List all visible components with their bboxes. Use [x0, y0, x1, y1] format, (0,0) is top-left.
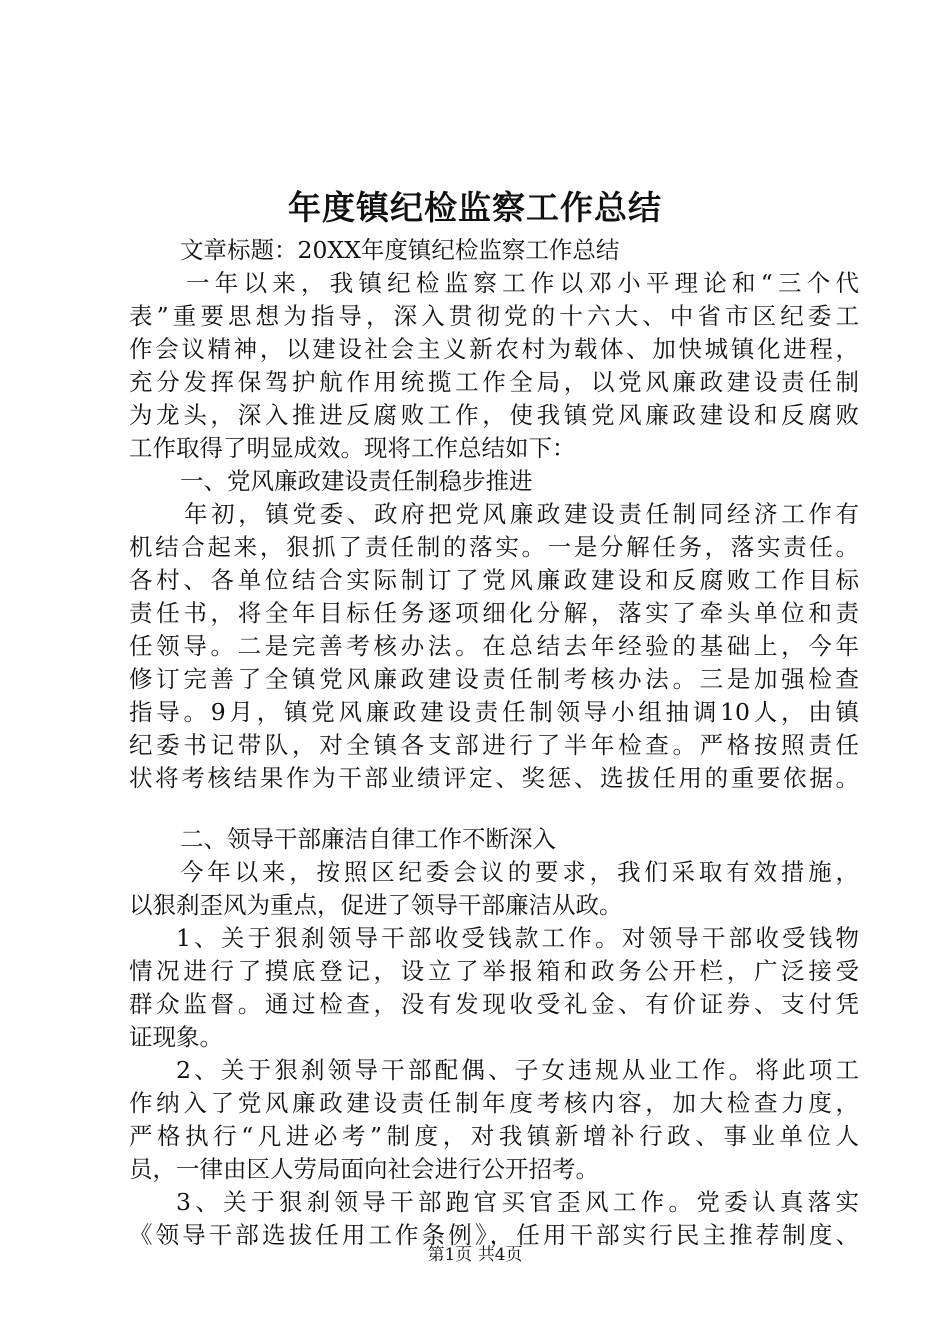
- text-line: 任领导。二是完善考核办法。在总结去年经验的基础上，今年: [129, 632, 859, 660]
- text-line: 《领导干部选拔任用工作条例》，任用干部实行民主推荐制度、: [129, 1221, 859, 1249]
- text-line: 一、党风廉政建设责任制稳步推进: [180, 467, 533, 495]
- text-line: 严格执行“凡进必考”制度，对我镇新增补行政、事业单位人: [129, 1122, 859, 1150]
- text-line: 文章标题：20XX年度镇纪检监察工作总结: [180, 236, 620, 264]
- text-line: 表”重要思想为指导，深入贯彻党的十六大、中省市区纪委工: [129, 302, 859, 330]
- text-line: 工作取得了明显成效。现将工作总结如下：: [129, 434, 576, 462]
- text-line: 纪委书记带队，对全镇各支部进行了半年检查。严格按照责任: [129, 731, 859, 759]
- text-line: 作纳入了党风廉政建设责任制年度考核内容，加大检查力度，: [129, 1089, 859, 1117]
- document-title: 年度镇纪检监察工作总结: [288, 188, 662, 227]
- text-line: 责任书，将全年目标任务逐项细化分解，落实了牵头单位和责: [129, 599, 859, 627]
- document-body: [129, 234, 859, 1252]
- text-line: 以狠刹歪风为重点，促进了领导干部廉洁从政。: [129, 891, 623, 919]
- text-line: 证现象。: [129, 1023, 223, 1051]
- text-line: 1、关于狠刹领导干部收受钱款工作。对领导干部收受钱物: [176, 924, 859, 952]
- text-line: 2、关于狠刹领导干部配偶、子女违规从业工作。将此项工: [176, 1056, 859, 1084]
- text-line: 状将考核结果作为干部业绩评定、奖惩、选拔任用的重要依据。: [129, 764, 859, 792]
- text-line: 为龙头，深入推进反腐败工作，使我镇党风廉政建设和反腐败: [129, 401, 859, 429]
- text-line: 年初，镇党委、政府把党风廉政建设责任制同经济工作有: [184, 500, 859, 528]
- text-line: 作会议精神，以建设社会主义新农村为载体、加快城镇化进程，: [129, 335, 859, 363]
- text-line: 修订完善了全镇党风廉政建设责任制考核办法。三是加强检查: [129, 665, 859, 693]
- text-line: 群众监督。通过检查，没有发现收受礼金、有价证券、支付凭: [129, 990, 859, 1018]
- text-line: 情况进行了摸底登记，设立了举报箱和政务公开栏，广泛接受: [129, 957, 859, 985]
- text-line: 一年以来，我镇纪检监察工作以邓小平理论和“三个代: [186, 269, 859, 297]
- text-line: 二、领导干部廉洁自律工作不断深入: [180, 825, 556, 853]
- page-footer: 第1页 共4页: [427, 1245, 523, 1265]
- text-line: 各村、各单位结合实际制订了党风廉政建设和反腐败工作目标: [129, 566, 859, 594]
- text-line: 今年以来，按照区纪委会议的要求，我们采取有效措施，: [180, 858, 859, 886]
- text-line: 充分发挥保驾护航作用统揽工作全局，以党风廉政建设责任制: [129, 368, 859, 396]
- text-line: 3、关于狠刹领导干部跑官买官歪风工作。党委认真落实: [176, 1188, 859, 1216]
- text-line: 指导。9月，镇党风廉政建设责任制领导小组抽调10人，由镇: [129, 698, 859, 726]
- text-line: 员，一律由区人劳局面向社会进行公开招考。: [129, 1155, 599, 1183]
- text-line: 机结合起来，狠抓了责任制的落实。一是分解任务，落实责任。: [129, 533, 859, 561]
- paragraph-gap: [129, 795, 859, 823]
